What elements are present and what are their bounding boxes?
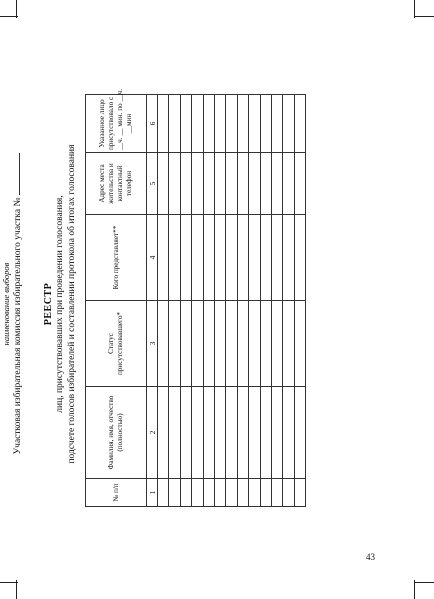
table-cell [249, 95, 260, 153]
column-number-5: 5 [147, 153, 158, 215]
precinct-number-blank [19, 153, 20, 195]
page-number: 43 [366, 552, 375, 562]
table-cell [158, 215, 169, 301]
rotated-page-content [0, 89, 261, 519]
table-cell [294, 301, 305, 387]
table-cell [180, 301, 191, 387]
table-cell [169, 153, 180, 215]
table-cell [249, 301, 260, 387]
header-number: № п/п [86, 479, 147, 507]
table-cell [226, 479, 237, 507]
table-row [294, 95, 305, 507]
table-cell [214, 479, 225, 507]
table-cell [271, 301, 282, 387]
table-cell [237, 301, 248, 387]
table-cell [214, 301, 225, 387]
table-row [260, 95, 271, 507]
table-cell [180, 479, 191, 507]
crop-mark-top-right-h [414, 16, 434, 17]
table-cell [214, 95, 225, 153]
table-cell [294, 479, 305, 507]
table-cell [283, 479, 294, 507]
table-cell [180, 95, 191, 153]
table-row [249, 95, 260, 507]
table-cell [294, 387, 305, 479]
table-cell [283, 95, 294, 153]
crop-mark-bottom-right-h [414, 582, 434, 583]
table-cell [203, 387, 214, 479]
table-row [226, 95, 237, 507]
table-cell [237, 153, 248, 215]
table-cell [226, 387, 237, 479]
table-cell [192, 479, 203, 507]
table-row [192, 95, 203, 507]
table-cell [169, 301, 180, 387]
header-full-name: Фамилия, имя, отчество (полностью) [86, 387, 147, 479]
table-cell [226, 153, 237, 215]
table-cell [169, 479, 180, 507]
table-cell [260, 95, 271, 153]
header-presence-line4: __мин [125, 113, 133, 134]
table-cell [294, 153, 305, 215]
table-cell [214, 387, 225, 479]
crop-mark-top-right-v [414, 0, 415, 18]
commission-line [13, 89, 23, 519]
table-cell [237, 387, 248, 479]
register-subtitle-line1: лиц, присутствовавших при проведении голосования, [55, 195, 65, 413]
table-cell [237, 95, 248, 153]
table-cell [158, 387, 169, 479]
table-cell [249, 387, 260, 479]
table-cell [237, 215, 248, 301]
table-cell [226, 95, 237, 153]
table-cell [158, 301, 169, 387]
table-cell [260, 479, 271, 507]
header-represents: Кого представляет** [86, 215, 147, 301]
table-cell [203, 95, 214, 153]
table-row [283, 95, 294, 507]
table-cell [271, 479, 282, 507]
header-presence-line3: __ч. __ мин. по __ч. [116, 88, 124, 150]
table-cell [180, 215, 191, 301]
table-row [271, 95, 282, 507]
table-cell [169, 95, 180, 153]
table-row [203, 95, 214, 507]
table-cell [237, 479, 248, 507]
table-cell [203, 479, 214, 507]
register-table [85, 88, 306, 507]
table-row [158, 95, 169, 507]
table-row [237, 95, 248, 507]
table-row [214, 95, 225, 507]
table-cell [283, 153, 294, 215]
table-cell [203, 153, 214, 215]
crop-mark-bottom-right-v [414, 580, 415, 599]
table-cell [214, 215, 225, 301]
table-cell [249, 215, 260, 301]
column-number-3: 3 [147, 301, 158, 387]
register-subtitle-line2: подсчете голосов избирателей и составлении протокола об итогах голосования [67, 144, 77, 464]
table-cell [180, 387, 191, 479]
table-cell [192, 387, 203, 479]
register-heading [43, 89, 78, 519]
table-cell [283, 387, 294, 479]
column-number-4: 4 [147, 215, 158, 301]
table-cell [294, 215, 305, 301]
table-cell [271, 95, 282, 153]
election-name-caption: наименование выборов [1, 262, 11, 346]
table-header-row [86, 95, 147, 507]
table-cell [260, 387, 271, 479]
table-cell [158, 479, 169, 507]
table-cell [260, 153, 271, 215]
table-body [158, 95, 306, 507]
column-number-6: 6 [147, 95, 158, 153]
column-number-2: 2 [147, 387, 158, 479]
header-presence-line1: Указанное лицо [98, 99, 106, 148]
table-cell [249, 153, 260, 215]
table-cell [180, 153, 191, 215]
table-cell [169, 215, 180, 301]
register-title: РЕЕСТР [43, 282, 54, 326]
table-cell [249, 479, 260, 507]
table-cell [192, 95, 203, 153]
table-cell [283, 215, 294, 301]
table-cell [271, 387, 282, 479]
header-address-phone: Адрес места жительства и контактный телефон [86, 153, 147, 215]
table-cell [192, 215, 203, 301]
header-block [1, 89, 23, 519]
table-cell [169, 387, 180, 479]
column-number-1: 1 [147, 479, 158, 507]
table-cell [203, 215, 214, 301]
crop-mark-top-left-v [16, 0, 17, 18]
table-cell [271, 153, 282, 215]
table-cell [192, 301, 203, 387]
header-status: Статус присутствовавшего* [86, 301, 147, 387]
header-presence-time [86, 88, 147, 153]
commission-text: Участковая избирательная комиссия избирательного участка № [13, 197, 23, 455]
table-cell [203, 301, 214, 387]
table-cell [294, 95, 305, 153]
table-number-row [147, 95, 158, 507]
table-cell [158, 153, 169, 215]
table-cell [283, 301, 294, 387]
table-cell [214, 153, 225, 215]
table-cell [158, 95, 169, 153]
table-cell [192, 153, 203, 215]
table-cell [226, 215, 237, 301]
table-row [169, 95, 180, 507]
table-cell [226, 301, 237, 387]
table-cell [260, 215, 271, 301]
table-cell [260, 301, 271, 387]
crop-mark-bottom-left-v [16, 580, 17, 599]
table-cell [271, 215, 282, 301]
header-presence-line2: присутствовало с [107, 96, 115, 150]
table-row [180, 95, 191, 507]
